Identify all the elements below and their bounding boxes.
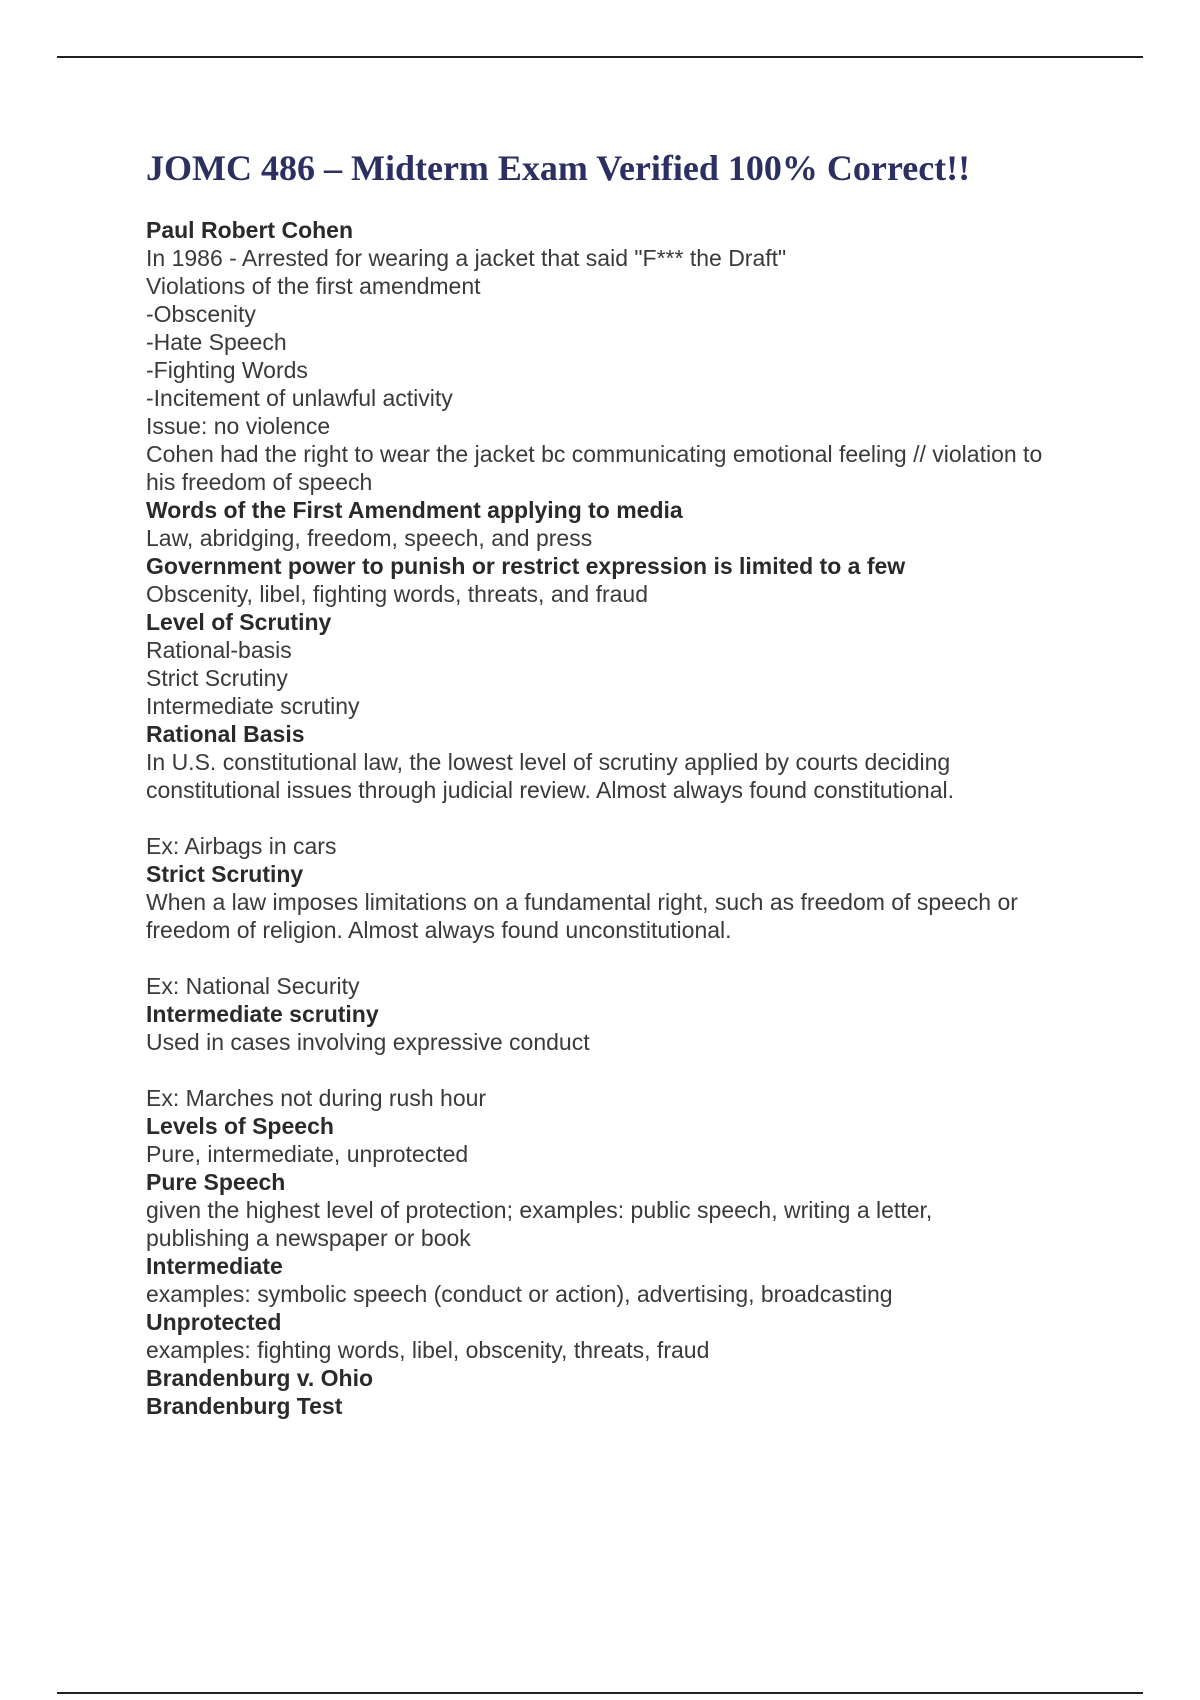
blank-line [146,1056,1106,1084]
definition-line: Used in cases involving expressive conduct [146,1029,590,1055]
definition-line: examples: fighting words, libel, obscenity, threats, fraud [146,1337,710,1363]
definition-line: publishing a newspaper or book [146,1225,471,1251]
page-bottom-rule [57,1692,1143,1694]
term-heading: Words of the First Amendment applying to media [146,497,683,523]
term-heading: Intermediate scrutiny [146,1001,379,1027]
definition-line: freedom of religion. Almost always found unconstitutional. [146,917,732,943]
definition-line: When a law imposes limitations on a fundamental right, such as freedom of speech or [146,889,1018,915]
term-heading: Unprotected [146,1309,282,1335]
definition-line: Violations of the first amendment [146,273,481,299]
page-top-rule [57,56,1143,58]
definition-line: Pure, intermediate, unprotected [146,1141,469,1167]
term-heading: Level of Scrutiny [146,609,332,635]
term-heading: Government power to punish or restrict expression is limited to a few [146,553,906,579]
definition-line: his freedom of speech [146,469,373,495]
definition-line: Intermediate scrutiny [146,693,360,719]
term-heading: Strict Scrutiny [146,861,304,887]
definition-line: -Hate Speech [146,329,287,355]
definition-line: Issue: no violence [146,413,331,439]
definition-line: Law, abridging, freedom, speech, and press [146,525,593,551]
term-heading: Pure Speech [146,1169,286,1195]
definition-line: Rational-basis [146,637,292,663]
document-body [146,216,1106,1420]
definition-line: Ex: Airbags in cars [146,833,337,859]
term-heading: Intermediate [146,1253,283,1279]
term-heading: Paul Robert Cohen [146,217,354,243]
definition-line: Ex: Marches not during rush hour [146,1085,487,1111]
definition-line: given the highest level of protection; examples: public speech, writing a letter, [146,1197,933,1223]
definition-line: Cohen had the right to wear the jacket bc communicating emotional feeling // violation to [146,441,1043,467]
definition-line: Obscenity, libel, fighting words, threats, and fraud [146,581,649,607]
definition-line: -Fighting Words [146,357,308,383]
term-heading: Levels of Speech [146,1113,334,1139]
definition-line: Strict Scrutiny [146,665,288,691]
definition-line: -Obscenity [146,301,256,327]
definition-line: -Incitement of unlawful activity [146,385,453,411]
definition-line: In U.S. constitutional law, the lowest level of scrutiny applied by courts deciding [146,749,951,775]
blank-line [146,804,1106,832]
term-heading: Brandenburg Test [146,1393,343,1419]
term-heading: Rational Basis [146,721,305,747]
definition-line: Ex: National Security [146,973,360,999]
definition-line: constitutional issues through judicial review. Almost always found constitutional. [146,777,954,803]
page-title: JOMC 486 – Midterm Exam Verified 100% Correct!! [146,148,971,188]
definition-line: examples: symbolic speech (conduct or action), advertising, broadcasting [146,1281,893,1307]
definition-line: In 1986 - Arrested for wearing a jacket that said "F*** the Draft" [146,245,787,271]
blank-line [146,944,1106,972]
term-heading: Brandenburg v. Ohio [146,1365,374,1391]
